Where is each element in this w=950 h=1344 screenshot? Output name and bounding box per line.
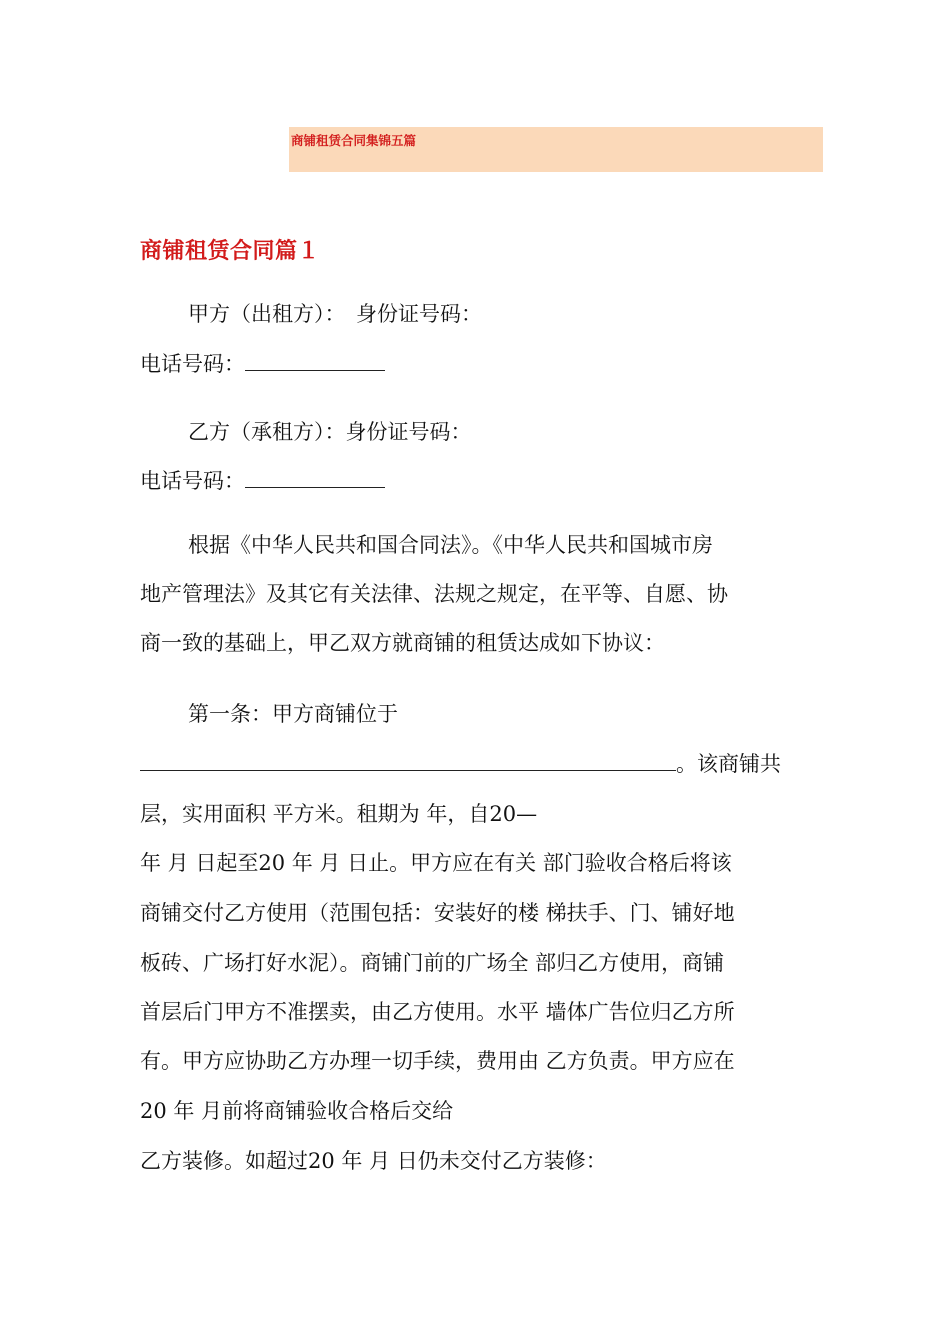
article1-line-5: 首层后门甲方不准摆卖，由乙方使用。水平 墙体广告位归乙方所 bbox=[140, 1000, 735, 1024]
party-b-phone bbox=[140, 467, 385, 495]
party-a-phone bbox=[140, 350, 385, 378]
preamble-line-2: 地产管理法》及其它有关法律、法规之规定，在平等、自愿、协 bbox=[140, 582, 728, 606]
party-a-phone-blank bbox=[245, 354, 385, 371]
section-title: 商铺租赁合同篇１ bbox=[140, 239, 321, 264]
party-a-phone-label: 电话号码： bbox=[140, 352, 245, 376]
article1-after-blank: 。该商铺共 bbox=[676, 752, 781, 776]
preamble-line-3: 商一致的基础上，甲乙双方就商铺的租赁达成如下协议： bbox=[140, 631, 665, 655]
banner-title: 商铺租赁合同集锦五篇 bbox=[291, 133, 417, 148]
article1-line-8: 乙方装修。如超过20 年 月 日仍未交付乙方装修： bbox=[140, 1149, 607, 1173]
article1-line-6: 有。甲方应协助乙方办理一切手续，费用由 乙方负责。甲方应在 bbox=[140, 1049, 735, 1073]
article1-line-1: 层，实用面积 平方米。租期为 年，自20— bbox=[140, 802, 538, 826]
article1-line-4: 板砖、广场打好水泥）。商铺门前的广场全 部归乙方使用，商铺 bbox=[140, 951, 725, 975]
party-b-phone-blank bbox=[245, 471, 385, 488]
article1-line-2: 年 月 日起至20 年 月 日止。甲方应在有关 部门验收合格后将该 bbox=[140, 851, 732, 875]
location-blank bbox=[140, 754, 676, 771]
article1-line-3: 商铺交付乙方使用（范围包括：安装好的楼 梯扶手、门、铺好地 bbox=[140, 901, 735, 925]
party-a-line: 甲方（出租方）： 身份证号码： bbox=[188, 302, 482, 326]
party-b-line: 乙方（承租方）：身份证号码： bbox=[188, 420, 472, 444]
article1-heading: 第一条：甲方商铺位于 bbox=[188, 702, 398, 726]
header-banner bbox=[289, 127, 823, 172]
article1-location-line bbox=[140, 750, 781, 778]
party-b-phone-label: 电话号码： bbox=[140, 469, 245, 493]
article1-line-7: 20 年 月前将商铺验收合格后交给 bbox=[140, 1099, 454, 1123]
preamble-line-1: 根据《中华人民共和国合同法》。《中华人民共和国城市房 bbox=[188, 533, 713, 557]
